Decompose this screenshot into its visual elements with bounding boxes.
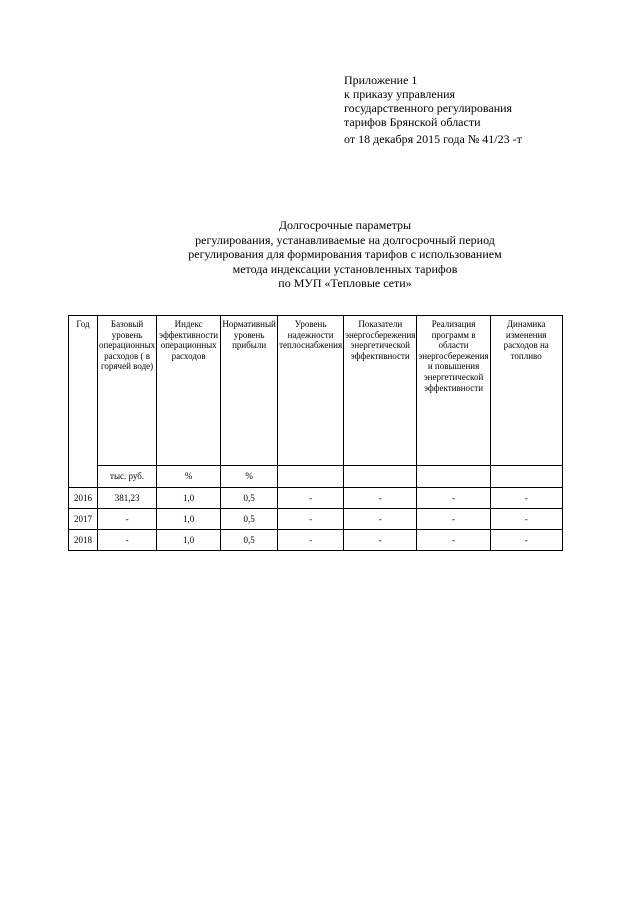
table-cell: - (278, 530, 344, 551)
title-line: регулирования, устанавливаемые на долгосрочный период (195, 232, 495, 247)
unit-cell (490, 466, 562, 488)
table-cell: 1,0 (157, 488, 221, 509)
table-cell: - (278, 488, 344, 509)
table-cell: 1,0 (157, 530, 221, 551)
title-line: регулирования для формирования тарифов с использованием (188, 247, 502, 261)
header-base-opex: Базовый уровень операционных расходов ( в горячей воде) (98, 316, 157, 466)
header-fuel-dynamics: Динамика изменения расходов на топливо (490, 316, 562, 466)
unit-cell: % (221, 466, 278, 488)
header-year: Год (69, 316, 98, 488)
header-reliability: Уровень надежности теплоснабжения (278, 316, 344, 466)
table-cell: - (278, 509, 344, 530)
table-cell: - (417, 509, 490, 530)
table-units-row (69, 466, 563, 488)
title-line: метода индексации установленных тарифов (232, 261, 458, 276)
table-cell: 2018 (69, 530, 98, 551)
title-line: Долгосрочные параметры (278, 218, 412, 232)
header-profit-level: Нормативный уровень прибыли (221, 316, 278, 466)
header-energy-saving: Показатели энергосбережения энергетической эффективности (344, 316, 417, 466)
appendix-line: тарифов Брянской области (344, 115, 481, 129)
appendix-date-line: от 18 декабря 2015 года № 41/23 -т (344, 132, 522, 146)
table-cell: - (344, 509, 417, 530)
table-cell: - (490, 530, 562, 551)
table-cell: - (344, 488, 417, 509)
table-cell: 2017 (69, 509, 98, 530)
table-cell: 381,23 (98, 488, 157, 509)
title-line: по МУП «Тепловые сети» (278, 276, 412, 290)
appendix-line: Приложение 1 (344, 73, 418, 87)
parameters-table (68, 315, 563, 551)
unit-cell (417, 466, 490, 488)
unit-cell: % (157, 466, 221, 488)
table-cell: 0,5 (221, 530, 278, 551)
header-programs: Реализация программ в области энергосбережения и повышения энергетической эффективности (417, 316, 490, 466)
table-cell: - (417, 488, 490, 509)
unit-cell: тыс. руб. (98, 466, 157, 488)
appendix-block (344, 73, 634, 146)
unit-cell (344, 466, 417, 488)
table-cell: - (490, 509, 562, 530)
header-efficiency-index: Индекс эффективности операционных расходов (157, 316, 221, 466)
unit-cell (278, 466, 344, 488)
table-cell: - (417, 530, 490, 551)
table-cell: - (98, 509, 157, 530)
appendix-line: государственного регулирования (344, 101, 513, 115)
table-cell: - (344, 530, 417, 551)
table-cell: 2016 (69, 488, 98, 509)
table-cell: 1,0 (157, 509, 221, 530)
table-header-row (69, 316, 563, 466)
table-cell: 0,5 (221, 488, 278, 509)
table-cell: - (98, 530, 157, 551)
table-cell: 0,5 (221, 509, 278, 530)
document-title (150, 218, 540, 291)
table-row (69, 530, 563, 551)
appendix-line: к приказу управления (344, 87, 456, 101)
table-cell: - (490, 488, 562, 509)
table-row (69, 488, 563, 509)
table-row (69, 509, 563, 530)
